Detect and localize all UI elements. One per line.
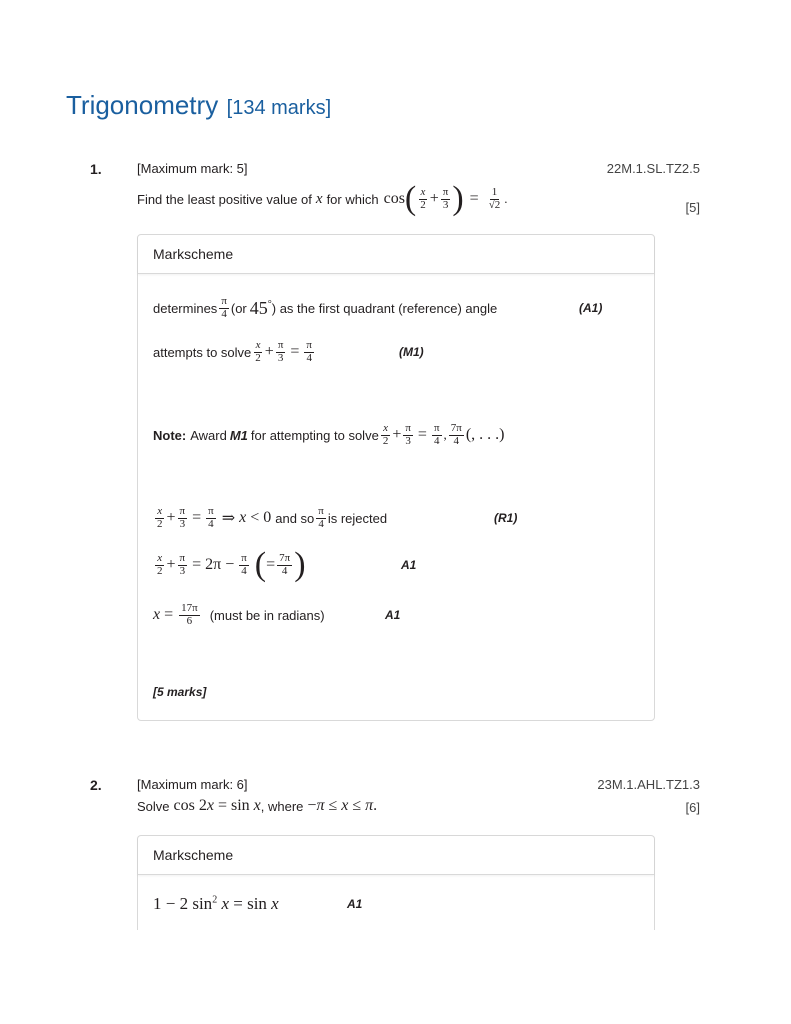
markscheme-1 — [137, 234, 655, 721]
ms1-line-2: attempts to solve $\frac{x}{2}$ + $\frac{\pi}{3}$ = $\frac{\pi}{4}$ — [153, 338, 312, 364]
q1-text-a: Find the least positive value of — [137, 191, 312, 207]
question-2-marks: [6] — [685, 800, 700, 815]
page-bottom-margin — [0, 930, 791, 1024]
question-1-marks: [5] — [685, 200, 700, 215]
ms1-award-3: (R1) — [494, 511, 518, 525]
question-1-number: 1. — [90, 161, 102, 177]
ms1-award-5: A1 — [385, 608, 401, 622]
ms1-award-1: (A1) — [579, 301, 603, 315]
question-1-ref: 22M.1.SL.TZ2.5 — [606, 161, 700, 176]
ms2-line-1: 1 − 2 $\sin^2 x = \sin x$ — [153, 894, 279, 913]
ms1-line-4: $\frac{x}{2}$ + $\frac{\pi}{3}$ = 2π − $\frac{\pi}{4}$ ( = $\frac{7\pi}{4}$ ) — [157, 546, 306, 583]
ms1-line-3: $\frac{x}{2}$ + $\frac{\pi}{3}$ = $\frac{\pi}{4}$ ⇒ x < 0 and so $\frac{\pi}{4}$ is rejected — [157, 504, 388, 530]
ms2-award-1: A1 — [347, 897, 363, 911]
ms1-total: [5 marks] — [153, 685, 207, 699]
question-2-ref: 23M.1.AHL.TZ1.3 — [597, 777, 700, 792]
question-2-text: Solve cos 2x = sin x , where −π ≤ x ≤ π. — [137, 797, 378, 814]
question-2-number: 2. — [90, 777, 102, 793]
title-text: Trigonometry — [66, 90, 219, 120]
title-marks: [134 marks] — [226, 97, 332, 119]
q1-text-b: for which — [326, 191, 379, 207]
ms1-note: Note: Award M1 for attempting to solve $\frac{x}{2}$ + $\frac{\pi}{3}$ = $\frac{\pi}{4}$ , $\frac{7\pi}{4}$ (, . . .) — [153, 421, 505, 447]
question-1-max-mark: [Maximum mark: 5] — [137, 161, 248, 176]
ms1-line-5: x = $\frac{17\pi}{6}$ (must be in radians) — [153, 601, 325, 627]
markscheme-2-header: Markscheme — [138, 836, 654, 875]
question-2-max-mark: [Maximum mark: 6] — [137, 777, 248, 792]
question-1-text: Find the least positive value of x for which cos ( $\frac{x}{2}$ + $\frac{\pi}{3}$ ) = $\frac{1}{√2}$ . — [137, 180, 508, 217]
page-title — [66, 90, 331, 121]
ms1-award-2: (M1) — [399, 345, 424, 359]
ms1-line-1: determines $\frac{\pi}{4}$ (or 45° ) as the first quadrant (reference) angle — [153, 294, 498, 320]
ms1-award-4: A1 — [401, 558, 417, 572]
markscheme-1-header: Markscheme — [138, 235, 654, 274]
